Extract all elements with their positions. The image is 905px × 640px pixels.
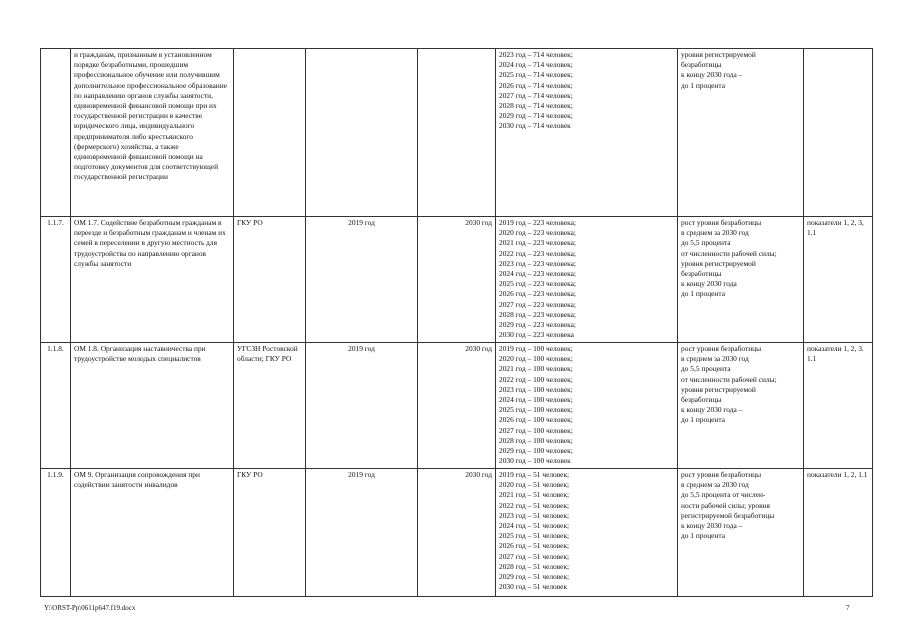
result-line: безработицы	[681, 269, 722, 279]
page-number: 7	[846, 604, 850, 612]
end-year: 2030 год	[418, 343, 496, 469]
table-row	[41, 49, 873, 217]
expected-result	[678, 49, 804, 217]
start-year: 2019 год	[306, 343, 418, 469]
result-line: безработицы	[681, 395, 722, 405]
result-line: в среднем за 2030 год	[681, 354, 749, 364]
row-number	[41, 49, 71, 217]
target-line: 2026 год – 51 человек;	[499, 541, 570, 551]
start-year	[306, 49, 418, 217]
target-values	[496, 343, 678, 469]
result-line: от численности рабочей силы;	[681, 374, 777, 384]
result-line: к концу 2030 года	[681, 279, 737, 289]
result-line: в среднем за 2030 год	[681, 480, 749, 490]
executor: ГКУ РО	[234, 469, 306, 597]
result-line: к концу 2030 года –	[681, 70, 743, 80]
target-line: 2023 год – 714 человек;	[499, 50, 573, 59]
end-year: 2030 год	[418, 469, 496, 597]
result-line: рост уровня безработицы	[681, 218, 762, 227]
target-line: 2019 год – 100 человек;	[499, 344, 573, 353]
target-line: 2025 год – 223 человека;	[499, 279, 576, 289]
result-line: до 1 процента	[681, 415, 725, 425]
result-line: рост уровня безработицы	[681, 470, 762, 479]
table-row	[41, 217, 873, 343]
result-line: до 5,5 процента от числен-	[681, 490, 766, 500]
target-line: 2024 год – 51 человек;	[499, 521, 570, 531]
result-line: в среднем за 2030 год	[681, 228, 749, 238]
target-line: 2030 год – 223 человека	[499, 330, 574, 340]
measure-name: и гражданам, признанным в установленном порядке безработными, прошедшим профессиональное обучение или получившим дополнительное профессиональное образование по направлению органов службы занятости, единовременной финансовой помощи при их государственной регистрации в качестве юридического лица, индивидуального предпринимателя либо крестьянского (фермерского) хозяйства, а также единовременной финансовой помощи на подготовку документов для соответствующей государственной регистрации	[71, 49, 234, 217]
target-line: 2022 год – 100 человек;	[499, 374, 573, 384]
row-number: 1.1.9.	[41, 469, 71, 597]
target-values	[496, 217, 678, 343]
result-line: уровня регистрируемой	[681, 50, 756, 59]
target-line: 2028 год – 100 человек;	[499, 435, 573, 445]
executor	[234, 49, 306, 217]
target-line: 2030 год – 714 человек	[499, 121, 571, 131]
result-line: безработицы	[681, 60, 722, 70]
result-line: от численности рабочей силы;	[681, 248, 777, 258]
target-line: 2020 год – 100 человек;	[499, 354, 573, 364]
start-year: 2019 год	[306, 217, 418, 343]
target-line: 2029 год – 51 человек;	[499, 572, 570, 582]
target-line: 2022 год – 223 человека;	[499, 248, 576, 258]
target-line: 2024 год – 714 человек;	[499, 60, 573, 70]
target-line: 2029 год – 223 человека;	[499, 320, 576, 330]
target-line: 2025 год – 100 человек;	[499, 405, 573, 415]
target-line: 2029 год – 100 человек;	[499, 446, 573, 456]
target-line: 2019 год – 51 человек;	[499, 470, 570, 479]
executor: УГСЗН Ростовской области; ГКУ РО	[234, 343, 306, 469]
target-line: 2030 год – 100 человек	[499, 456, 571, 466]
target-line: 2023 год – 223 человека;	[499, 258, 576, 268]
result-line: уровня регистрируемой	[681, 258, 756, 268]
result-line: уровня регистрируемой	[681, 384, 756, 394]
target-line: 2021 год – 223 человека;	[499, 238, 576, 248]
target-line: 2027 год – 223 человека;	[499, 299, 576, 309]
target-line: 2020 год – 51 человек;	[499, 480, 570, 490]
target-line: 2023 год – 100 человек;	[499, 384, 573, 394]
indicators	[804, 49, 873, 217]
result-line: регистрируемой безработицы	[681, 510, 775, 520]
target-line: 2030 год – 51 человек	[499, 582, 568, 592]
indicators: показатели 1, 2, 1.1	[804, 469, 873, 597]
target-line: 2025 год – 714 человек;	[499, 70, 573, 80]
target-line: 2022 год – 51 человек;	[499, 500, 570, 510]
target-line: 2028 год – 223 человека;	[499, 309, 576, 319]
row-number: 1.1.8.	[41, 343, 71, 469]
target-line: 2024 год – 223 человека;	[499, 269, 576, 279]
start-year: 2019 год	[306, 469, 418, 597]
result-line: до 1 процента	[681, 80, 725, 90]
result-line: к концу 2030 года –	[681, 521, 743, 531]
footer-file-path: Y:\ORST-Pp\0611p647.f19.docx	[44, 604, 136, 612]
end-year: 2030 год	[418, 217, 496, 343]
target-line: 2023 год – 51 человек;	[499, 510, 570, 520]
indicators: показатели 1, 2, 3. 1.1	[804, 343, 873, 469]
result-line: до 1 процента	[681, 289, 725, 299]
target-line: 2027 год – 714 человек;	[499, 90, 573, 100]
result-line: до 1 процента	[681, 531, 725, 541]
expected-result	[678, 469, 804, 597]
result-line: к концу 2030 года –	[681, 405, 743, 415]
table-row	[41, 343, 873, 469]
result-line: до 5,5 процента	[681, 364, 731, 374]
target-line: 2021 год – 100 человек;	[499, 364, 573, 374]
expected-result	[678, 217, 804, 343]
target-line: 2026 год – 223 человека;	[499, 289, 576, 299]
end-year	[418, 49, 496, 217]
result-line: рост уровня безработицы	[681, 344, 762, 353]
target-line: 2027 год – 100 человек;	[499, 425, 573, 435]
target-line: 2027 год – 51 человек;	[499, 551, 570, 561]
target-line: 2026 год – 100 человек;	[499, 415, 573, 425]
target-line: 2020 год – 223 человека;	[499, 228, 576, 238]
target-line: 2029 год – 714 человек;	[499, 111, 573, 121]
measure-name: ОМ 1.8. Организация наставничества при трудоустройстве молодых специалистов	[71, 343, 234, 469]
result-line: ности рабочей силы; уровня	[681, 500, 770, 510]
target-line: 2028 год – 51 человек;	[499, 561, 570, 571]
measure-name: ОМ 1.7. Содействие безработным гражданам в переезде и безработным гражданам и членам их семей в переселении в другую местность для трудоустройства по направлению органов службы занятости	[71, 217, 234, 343]
measure-name: ОМ 9. Организация сопровождения при содействии занятости инвалидов	[71, 469, 234, 597]
target-line: 2024 год – 100 человек;	[499, 395, 573, 405]
measures-table	[40, 48, 873, 597]
executor: ГКУ РО	[234, 217, 306, 343]
target-values	[496, 469, 678, 597]
table-row	[41, 469, 873, 597]
target-line: 2019 год – 223 человека;	[499, 218, 576, 227]
row-number: 1.1.7.	[41, 217, 71, 343]
target-line: 2026 год – 714 человек;	[499, 80, 573, 90]
table-body	[41, 49, 873, 597]
target-line: 2025 год – 51 человек;	[499, 531, 570, 541]
expected-result	[678, 343, 804, 469]
target-line: 2028 год – 714 человек;	[499, 101, 573, 111]
result-line: до 5,5 процента	[681, 238, 731, 248]
indicators: показатели 1, 2, 3, 1.1	[804, 217, 873, 343]
target-values	[496, 49, 678, 217]
target-line: 2021 год – 51 человек;	[499, 490, 570, 500]
